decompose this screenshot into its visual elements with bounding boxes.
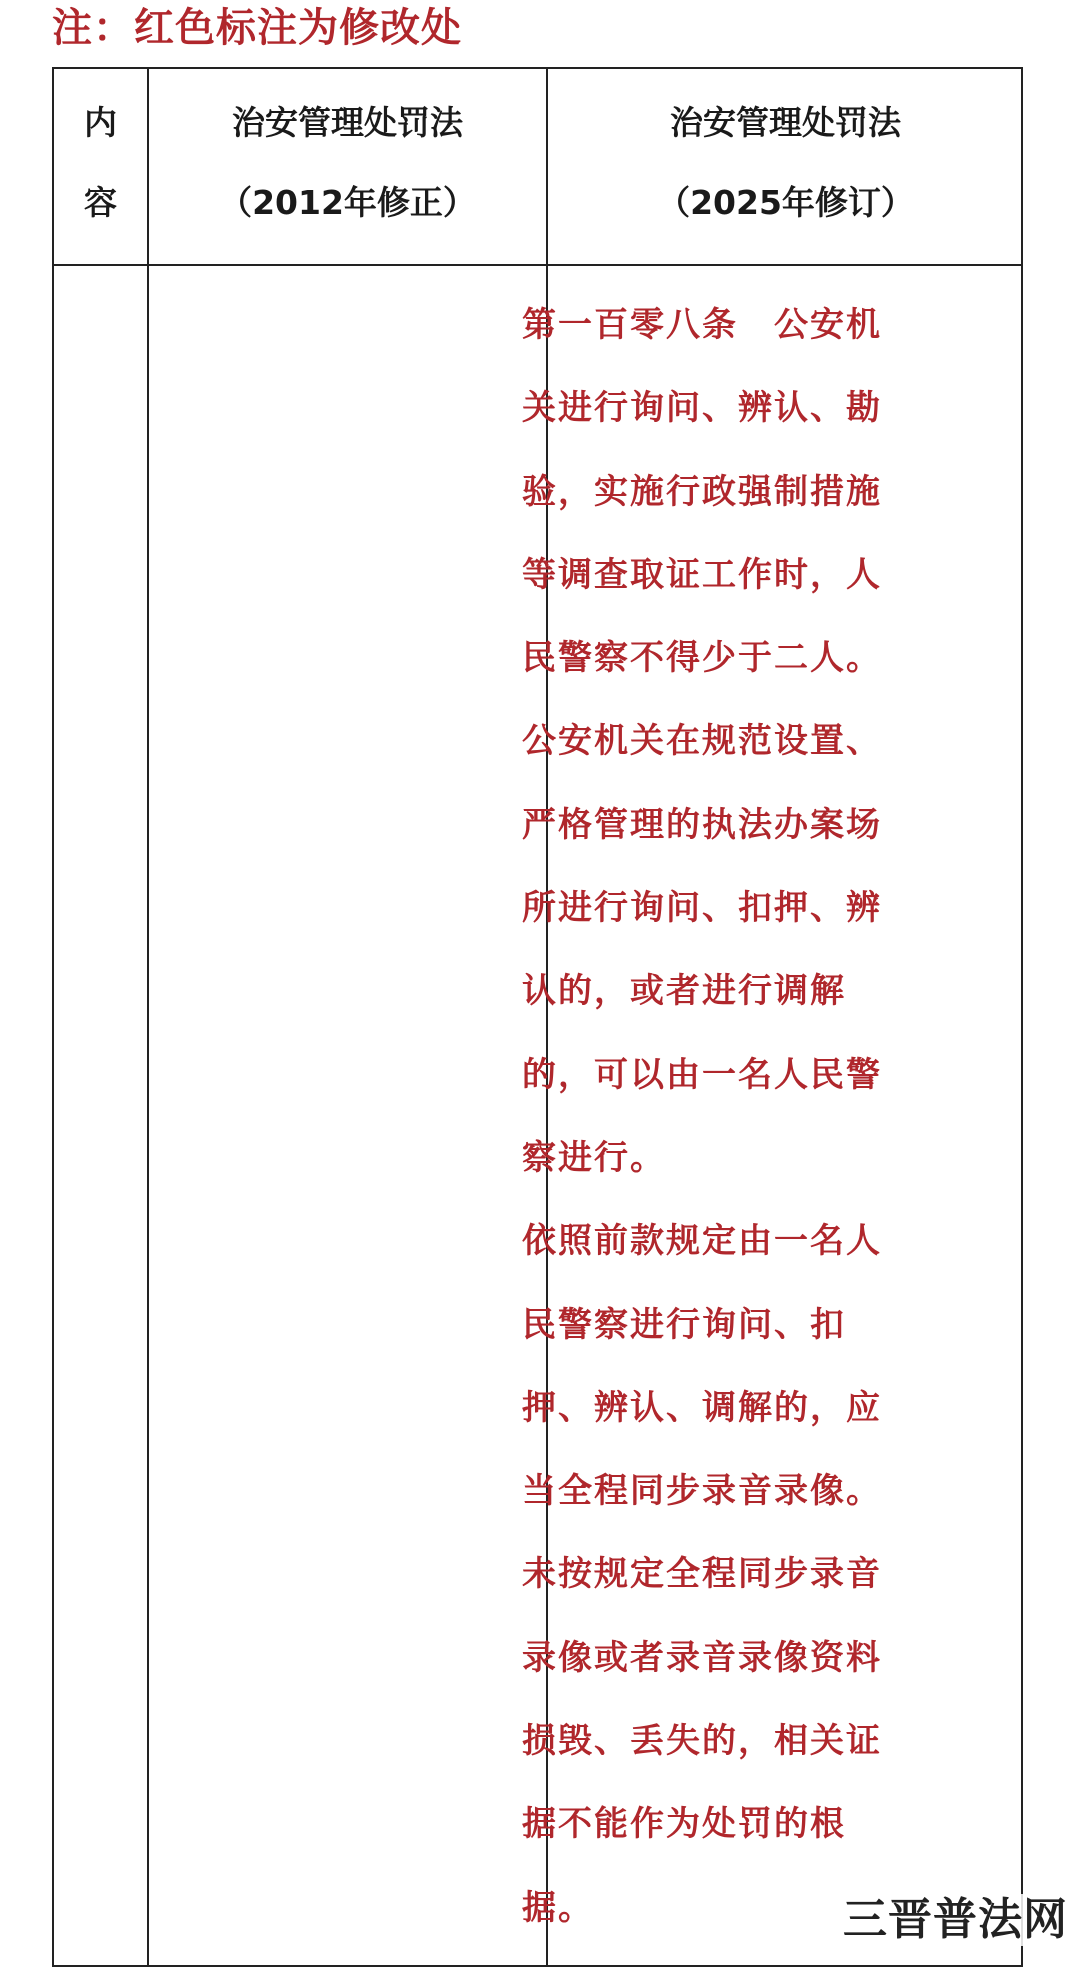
header-content-column	[54, 83, 147, 243]
header-divider	[54, 264, 1021, 266]
header-content-line: 容	[84, 183, 117, 222]
article-line: 当全程同步录音录像。	[522, 1471, 882, 1512]
article-line: 未按规定全程同步录音	[522, 1554, 882, 1595]
header-old-law-column	[149, 83, 546, 243]
header-old-title: 治安管理处罚法	[232, 103, 463, 142]
article-line: 认的，或者进行调解	[522, 971, 846, 1012]
article-line: 据不能作为处罚的根	[522, 1804, 846, 1845]
header-new-title: 治安管理处罚法	[670, 103, 901, 142]
header-new-law-column	[548, 83, 1023, 243]
article-line: 公安机关在规范设置、	[522, 721, 882, 762]
article-line: 严格管理的执法办案场	[522, 804, 882, 845]
header-new-version: （2025年修订）	[657, 183, 914, 222]
article-line: 押、辨认、调解的，应	[522, 1387, 882, 1428]
article-line: 损毁、丢失的，相关证	[522, 1721, 882, 1762]
article-line: 关进行询问、辨认、勘	[522, 388, 882, 429]
article-line: 民警察不得少于二人。	[522, 638, 882, 679]
article-line: 所进行询问、扣押、辨	[522, 888, 882, 929]
modification-note: 注：红色标注为修改处	[52, 5, 462, 51]
article-line: 的，可以由一名人民警	[522, 1054, 882, 1095]
article-line: 验，实施行政强制措施	[522, 471, 882, 512]
article-line: 依照前款规定由一名人	[522, 1221, 882, 1262]
header-old-version: （2012年修正）	[219, 183, 476, 222]
column-divider-1	[147, 69, 149, 1965]
site-watermark: 三晋普法网	[839, 1894, 1072, 1946]
article-line: 第一百零八条 公安机	[522, 305, 882, 345]
article-line: 察进行。	[522, 1137, 666, 1178]
header-content-line: 内	[84, 103, 117, 142]
article-line: 据。	[522, 1887, 594, 1928]
article-line: 录像或者录音录像资料	[522, 1637, 882, 1678]
article-line: 等调查取证工作时，人	[522, 554, 882, 595]
article-line: 民警察进行询问、扣	[522, 1304, 846, 1345]
new-law-article-text	[522, 284, 967, 1950]
